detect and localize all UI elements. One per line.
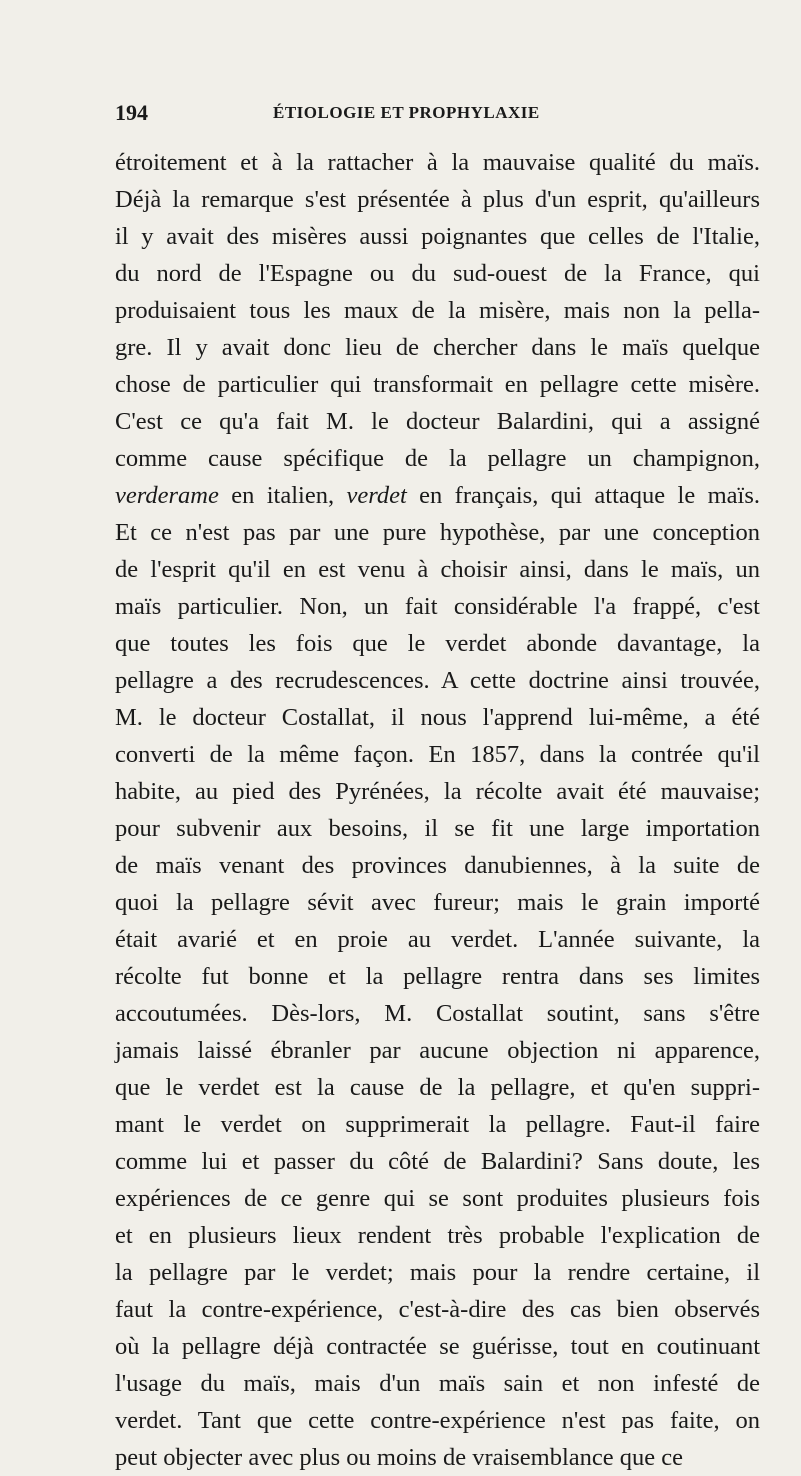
text-segment: de l'esprit qu'il en est venu à choisir ainsi, dans le maïs, un (115, 556, 760, 583)
text-line (115, 1328, 760, 1365)
text-line (115, 329, 760, 366)
text-segment: où la pellagre déjà contractée se guérisse, tout en coutinuant (115, 1333, 760, 1360)
body-text (115, 144, 760, 1476)
text-segment: gre. Il y avait donc lieu de chercher dans le maïs quelque (115, 334, 760, 361)
text-line (115, 292, 760, 329)
text-segment: accoutumées. Dès-lors, M. Costallat soutint, sans s'être (115, 1000, 760, 1027)
text-line (115, 810, 760, 847)
text-line (115, 403, 760, 440)
text-segment: du nord de l'Espagne ou du sud-ouest de la France, qui (115, 260, 760, 287)
text-segment: converti de la même façon. En 1857, dans la contrée qu'il (115, 741, 760, 768)
running-title: ÉTIOLOGIE ET PROPHYLAXIE (273, 103, 540, 122)
text-segment: récolte fut bonne et la pellagre rentra dans ses limites (115, 963, 760, 990)
text-segment: faut la contre-expérience, c'est-à-dire des cas bien observés (115, 1296, 760, 1323)
text-line (115, 1254, 760, 1291)
text-line (115, 773, 760, 810)
text-line (115, 1439, 760, 1476)
text-line (115, 1402, 760, 1439)
text-segment: mant le verdet on supprimerait la pellagre. Faut-il faire (115, 1111, 760, 1138)
text-segment: produisaient tous les maux de la misère, mais non la pella- (115, 297, 760, 324)
text-segment: maïs particulier. Non, un fait considérable l'a frappé, c'est (115, 593, 760, 620)
text-segment: pellagre a des recrudescences. A cette doctrine ainsi trouvée, (115, 667, 760, 694)
page-number: 194 (115, 100, 148, 125)
text-segment: M. le docteur Costallat, il nous l'apprend lui-même, a été (115, 704, 760, 731)
text-segment: Déjà la remarque s'est présentée à plus d'un esprit, qu'ailleurs (115, 186, 760, 213)
text-line (115, 514, 760, 551)
text-segment: la pellagre par le verdet; mais pour la rendre certaine, il (115, 1259, 760, 1286)
text-segment: que le verdet est la cause de la pellagre, et qu'en suppri- (115, 1074, 760, 1101)
text-segment: de maïs venant des provinces danubiennes, à la suite de (115, 852, 760, 879)
text-segment: que toutes les fois que le verdet abonde davantage, la (115, 630, 760, 657)
text-line (115, 1291, 760, 1328)
text-line (115, 625, 760, 662)
text-line (115, 440, 760, 477)
running-head (115, 100, 695, 130)
text-line (115, 884, 760, 921)
text-segment: jamais laissé ébranler par aucune objection ni apparence, (115, 1037, 760, 1064)
text-line (115, 255, 760, 292)
text-line (115, 477, 760, 514)
text-line (115, 662, 760, 699)
text-segment: en français, qui attaque le maïs. (406, 482, 760, 509)
text-line (115, 995, 760, 1032)
text-line (115, 699, 760, 736)
text-segment: C'est ce qu'a fait M. le docteur Balardini, qui a assigné (115, 408, 760, 435)
text-line (115, 588, 760, 625)
text-line (115, 736, 760, 773)
text-segment: comme lui et passer du côté de Balardini? Sans doute, les (115, 1148, 760, 1175)
text-segment: comme cause spécifique de la pellagre un champignon, (115, 445, 760, 472)
text-segment: habite, au pied des Pyrénées, la récolte avait été mauvaise; (115, 778, 760, 805)
text-line (115, 1217, 760, 1254)
text-line (115, 1106, 760, 1143)
text-line (115, 1143, 760, 1180)
text-segment: Et ce n'est pas par une pure hypothèse, par une conception (115, 519, 760, 546)
text-segment: l'usage du maïs, mais d'un maïs sain et non infesté de (115, 1370, 760, 1397)
text-segment: peut objecter avec plus ou moins de vraisemblance que ce (115, 1444, 684, 1471)
text-segment: quoi la pellagre sévit avec fureur; mais le grain importé (115, 889, 760, 916)
text-line (115, 366, 760, 403)
text-segment: pour subvenir aux besoins, il se fit une large importation (115, 815, 760, 842)
text-line (115, 551, 760, 588)
text-line (115, 1180, 760, 1217)
text-line (115, 847, 760, 884)
text-segment: verdet. Tant que cette contre-expérience n'est pas faite, on (115, 1407, 760, 1434)
text-line (115, 1365, 760, 1402)
text-line (115, 921, 760, 958)
italic-term: verdet (346, 482, 407, 509)
italic-term: verderame (115, 482, 219, 509)
text-line (115, 218, 760, 255)
text-line (115, 1069, 760, 1106)
text-segment: et en plusieurs lieux rendent très probable l'explication de (115, 1222, 760, 1249)
text-segment: étroitement et à la rattacher à la mauvaise qualité du maïs. (115, 149, 760, 176)
text-line (115, 181, 760, 218)
text-segment: était avarié et en proie au verdet. L'année suivante, la (115, 926, 760, 953)
text-line (115, 144, 760, 181)
text-segment: en italien, (218, 482, 347, 509)
text-line (115, 1032, 760, 1069)
text-segment: chose de particulier qui transformait en pellagre cette misère. (115, 371, 760, 398)
text-line (115, 958, 760, 995)
text-segment: expériences de ce genre qui se sont produites plusieurs fois (115, 1185, 760, 1212)
text-segment: il y avait des misères aussi poignantes que celles de l'Italie, (115, 223, 760, 250)
